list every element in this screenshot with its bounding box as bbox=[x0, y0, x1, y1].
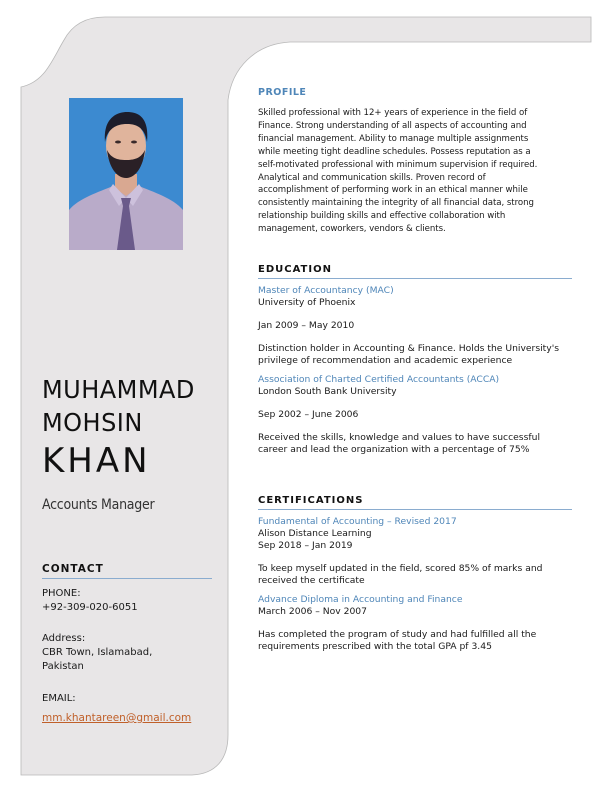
profile-line: management, coworkers, vendors & clients. bbox=[258, 224, 446, 235]
candidate-name bbox=[42, 375, 222, 481]
education-entry bbox=[258, 374, 572, 456]
profile-photo bbox=[69, 98, 183, 250]
description-line: privilege of recommendation and academic experience bbox=[258, 355, 513, 366]
degree-title: Master of Accountancy (MAC) bbox=[258, 285, 394, 296]
email-link[interactable]: mm.khantareen@gmail.com bbox=[42, 712, 192, 724]
dates: Sep 2018 – Jan 2019 bbox=[258, 540, 353, 551]
certification-entry bbox=[258, 516, 572, 587]
profile-line: Finance. Strong understanding of all aspects of accounting and bbox=[258, 120, 527, 131]
education-section bbox=[258, 264, 572, 456]
certification-entry bbox=[258, 594, 572, 653]
profile-line: Analytical and communication skills. Proven record of bbox=[258, 172, 486, 183]
profile-line: relationship building skills and effective collaboration with bbox=[258, 211, 506, 222]
profile-text bbox=[258, 107, 572, 236]
contact-heading: CONTACT bbox=[42, 563, 212, 579]
institution: Alison Distance Learning bbox=[258, 528, 372, 539]
name-middle: MOHSIN bbox=[42, 408, 143, 437]
description-line: received the certificate bbox=[258, 575, 365, 586]
profile-line: consistently maintaining the integrity of all financial data, strong bbox=[258, 198, 534, 209]
description-line: career and lead the organization with a percentage of 75% bbox=[258, 444, 530, 455]
institution: London South Bank University bbox=[258, 386, 397, 397]
contact-section bbox=[42, 563, 212, 726]
certification-title: Fundamental of Accounting – Revised 2017 bbox=[258, 516, 457, 527]
phone-label: PHONE: bbox=[42, 588, 81, 599]
job-title: Accounts Manager bbox=[42, 497, 155, 513]
description-line: Has completed the program of study and had fulfilled all the bbox=[258, 629, 537, 640]
profile-section bbox=[258, 87, 572, 236]
education-entry bbox=[258, 285, 572, 367]
institution: University of Phoenix bbox=[258, 297, 356, 308]
certifications-heading: CERTIFICATIONS bbox=[258, 495, 572, 510]
description-line: To keep myself updated in the field, scored 85% of marks and bbox=[258, 563, 543, 574]
dates: Sep 2002 – June 2006 bbox=[258, 409, 359, 420]
address-line-1: CBR Town, Islamabad, bbox=[42, 647, 153, 658]
phone-value: +92-309-020-6051 bbox=[42, 602, 138, 613]
certifications-section bbox=[258, 495, 572, 653]
profile-line: self-motivated professional with minimum supervision if required. bbox=[258, 159, 538, 170]
profile-line: financial management. Ability to manage multiple assignments bbox=[258, 133, 529, 144]
address-line-2: Pakistan bbox=[42, 661, 84, 672]
name-first: MUHAMMAD bbox=[42, 375, 195, 404]
address-label: Address: bbox=[42, 633, 86, 644]
profile-heading: PROFILE bbox=[258, 87, 307, 98]
certification-title: Advance Diploma in Accounting and Finance bbox=[258, 594, 463, 605]
education-heading: EDUCATION bbox=[258, 264, 572, 279]
profile-line: while meeting tight deadline schedules. Possess reputation as a bbox=[258, 146, 531, 157]
person-photo-icon bbox=[69, 98, 183, 250]
dates: March 2006 – Nov 2007 bbox=[258, 606, 367, 617]
description-line: Received the skills, knowledge and values to have successful bbox=[258, 432, 540, 443]
email-label: EMAIL: bbox=[42, 693, 76, 704]
profile-line: accomplishment of performing work in an ethical manner while bbox=[258, 185, 528, 196]
description-line: requirements prescribed with the total GPA pf 3.45 bbox=[258, 641, 492, 652]
description-line: Distinction holder in Accounting & Finance. Holds the University's bbox=[258, 343, 560, 354]
profile-line: Skilled professional with 12+ years of experience in the field of bbox=[258, 108, 528, 118]
name-last: KHAN bbox=[42, 441, 151, 481]
degree-title: Association of Charted Certified Accountants (ACCA) bbox=[258, 374, 500, 385]
dates: Jan 2009 – May 2010 bbox=[258, 320, 355, 331]
